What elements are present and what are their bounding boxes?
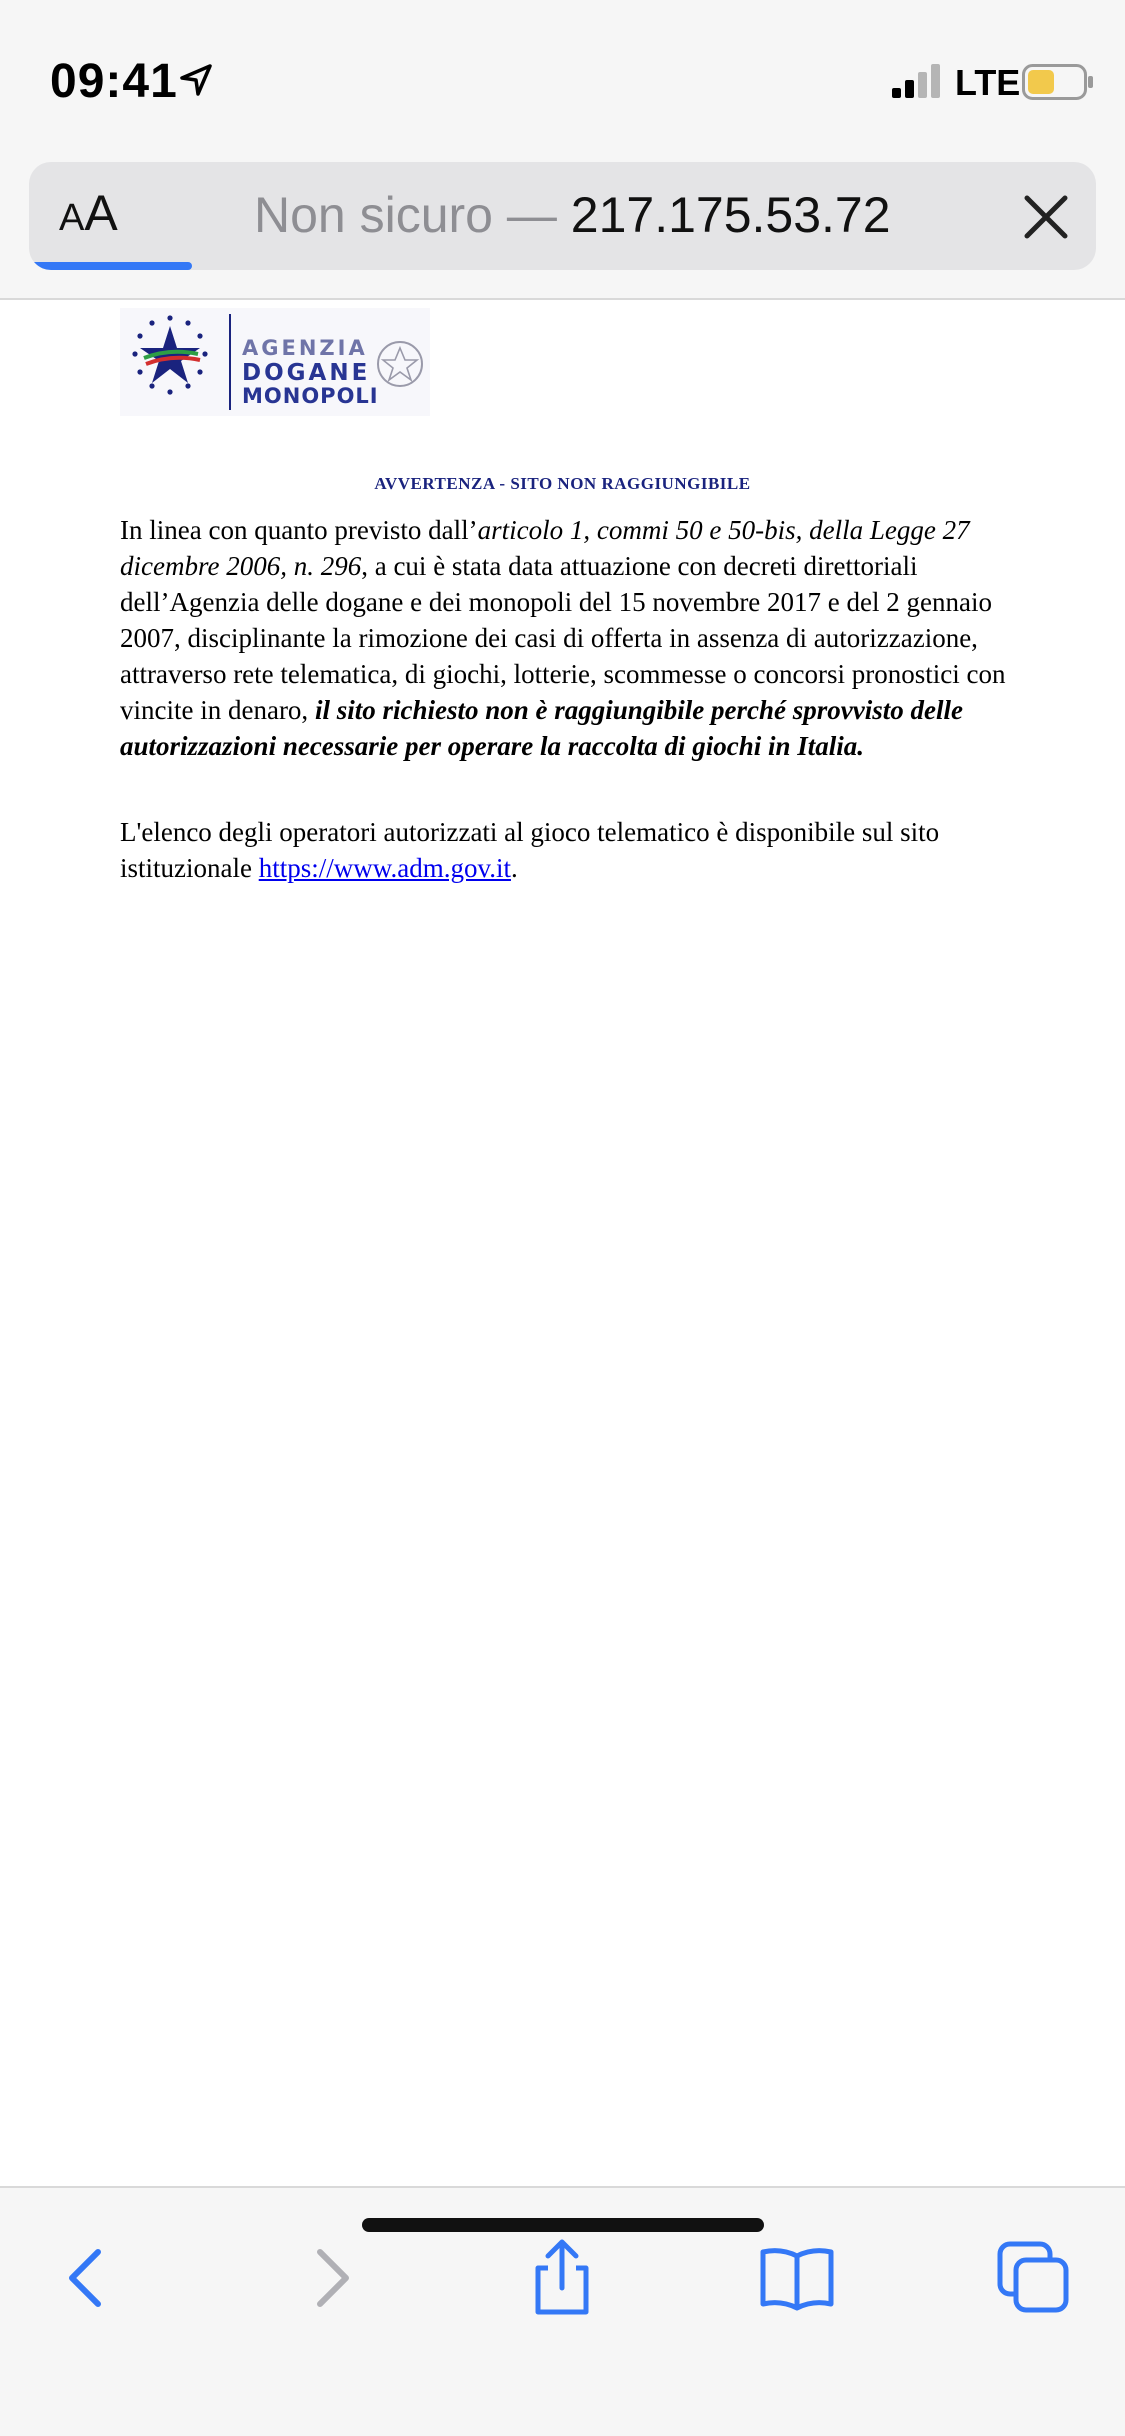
operators-text-end: . [510,853,518,883]
unreachable-statement: il sito richiesto non è raggiungibile perché sprovvisto delle autorizzazioni necessarie per operare la raccolta di giochi in Italia. [120,695,963,761]
adm-website-link[interactable]: https://www.adm.gov.it [258,853,511,883]
status-bar [0,0,1125,150]
signal-icon [890,64,942,100]
notice-paragraph [120,512,1020,764]
share-icon[interactable] [522,2238,602,2318]
operators-text: L'elenco degli operatori autorizzati al gioco telematico è disponibile sul sito istituzionale [120,817,940,883]
adm-logo [120,308,430,416]
notice-text-a: In linea con quanto previsto dall’ [120,515,478,545]
operators-paragraph [120,814,1020,886]
logo-line-monopoli: MONOPOLI [242,384,379,408]
tabs-icon[interactable] [994,2238,1074,2318]
close-icon[interactable] [1019,190,1073,244]
security-warning: Non sicuro — [254,187,571,243]
url-field[interactable] [254,186,891,244]
bookmarks-icon[interactable] [757,2238,837,2318]
url-host: 217.175.53.72 [570,187,891,243]
notice-title: AVVERTENZA - SITO NON RAGGIUNGIBILE [374,474,751,493]
law-reference: articolo 1, commi 50 e 50-bis, della Legge 27 dicembre 2006, n. 296 [120,515,970,581]
logo-line-agenzia: AGENZIA [242,336,368,360]
top-chrome [0,0,1125,300]
text-size-large-a: A [84,185,118,241]
text-size-small-a: A [59,197,85,239]
address-bar[interactable] [29,162,1096,270]
notice-text-b: , a cui è stata data attuazione con decreti direttoriali dell’Agenzia delle dogane e dei monopoli del 15 novembre 2017 e del 2 gennaio 2007, disciplinante la rimozione dei casi di offerta in assenza di autorizzazione, attraverso rete telematica, di giochi, lotterie, scommesse o concorsi pronostici con vincite in denaro, [120,551,1006,725]
web-page [0,302,1125,2186]
status-time: 09:41 [50,55,178,108]
forward-icon[interactable] [290,2238,370,2318]
home-indicator [362,2218,764,2232]
battery-icon [1022,64,1094,100]
back-icon[interactable] [48,2238,128,2318]
location-arrow-icon [178,62,214,98]
loading-progress-bar [29,262,192,270]
logo-line-dogane: DOGANE [242,360,371,386]
text-size-button[interactable] [59,184,159,248]
network-type: LTE [955,62,1021,103]
